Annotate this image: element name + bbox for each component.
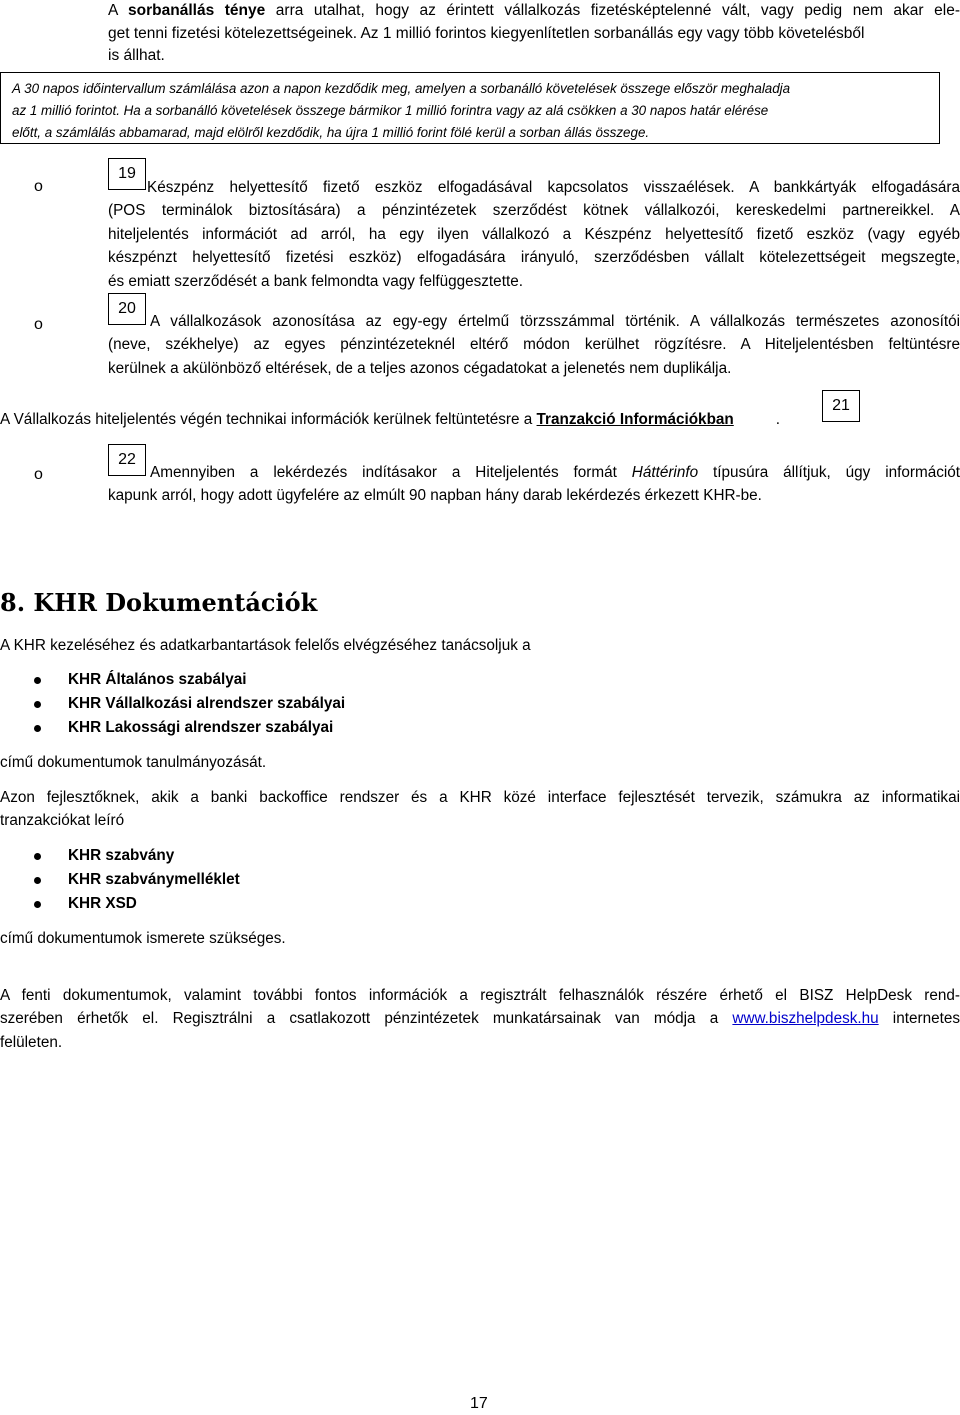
- developers-paragraph: [0, 786, 960, 833]
- item-22-line-1-after: típusúra állítjuk, úgy információt: [698, 464, 960, 481]
- hatterinfo-term: Háttérinfo: [631, 464, 699, 481]
- tech-info-period: .: [775, 411, 781, 428]
- page-number: 17: [470, 1395, 488, 1412]
- helpdesk-line-2-after: internetes: [878, 1010, 960, 1028]
- helpdesk-line-2-before: szerében érhetők el. Regisztrálni a csatlakozott pénzintézetek munkatársainak van módja a: [0, 1010, 733, 1028]
- note-line-2: az 1 millió forintot. Ha a sorbanálló követelések összege bármikor 1 millió forintra vagy az alá csökken a 30 napos határ elérése: [12, 103, 769, 118]
- developers-line-2: tranzakciókat leíró: [0, 812, 125, 830]
- reference-number-box: 22: [108, 444, 146, 476]
- developers-line-1: Azon fejlesztőknek, akik a banki backoffice rendszer és a KHR közé interface fejlesztését tervezik, számukra az informatikai: [0, 789, 960, 806]
- hollow-bullet-icon: o: [34, 178, 43, 195]
- list-item-label: KHR Lakossági alrendszer szabályai: [68, 719, 334, 736]
- list-item: [0, 692, 600, 716]
- intro-line-2: get tenni fizetési kötelezettségeinek. Az 1 millió forintos kiegyenlítetlen sorbanállás egy vagy több követelésből: [108, 24, 865, 42]
- item-22-line-1: [108, 461, 960, 484]
- item-20-line-1: A vállalkozások azonosítása az egy-egy értelmű törzsszámmal történik. A vállalkozás természetes azonosítói: [150, 313, 960, 330]
- note-line-1: A 30 napos időintervallum számlálása azon a napon kezdődik meg, amelyen a sorbanálló követelések összege először meghaladja: [12, 81, 791, 96]
- bullet-icon: [34, 853, 41, 860]
- list-item: [0, 868, 600, 892]
- helpdesk-line-2: [0, 1007, 960, 1030]
- item-19-text: [108, 176, 960, 293]
- note-box: [0, 72, 940, 144]
- item-19-line-2: (POS terminálok biztosítására) a pénzintézetek szerződést kötnek vállalkozói, kereskedelmi partnereikkel. A: [108, 202, 960, 220]
- hollow-bullet-icon: o: [34, 316, 43, 333]
- list-item-label: KHR Vállalkozási alrendszer szabályai: [68, 695, 346, 712]
- list-item-label: KHR szabványmelléklet: [68, 871, 240, 888]
- item-22-line-2: kapunk arról, hogy adott ügyfelére az elmúlt 90 napban hány darab lekérdezés érkezett KHR-be.: [108, 487, 762, 505]
- item-20-line-2: (neve, székhelye) az egyes pénzintézeteknél eltérő módon kerülhet rögzítésre. A Hiteljelentésben feltüntésre: [108, 336, 960, 354]
- item-19-line-4: készpénzt helyettesítő fizetési eszköz) elfogadására irányuló, szerződésben vállalt kötelezettségeit megszegte,: [108, 249, 960, 267]
- bold-term: sorbanállás ténye: [128, 2, 266, 19]
- bullet-icon: [34, 877, 41, 884]
- helpdesk-paragraph: [0, 984, 960, 1054]
- hollow-bullet-icon: o: [34, 466, 43, 483]
- bullet-icon: [34, 725, 41, 732]
- list-item-label: KHR XSD: [68, 895, 137, 912]
- item-19-line-1: Készpénz helyettesítő fizető eszköz elfogadásával kapcsolatos visszaélések. A bankkártyák elfogadására: [147, 179, 960, 196]
- reference-number-box: 20: [108, 293, 146, 325]
- bullet-icon: [34, 677, 41, 684]
- list-item-label: KHR szabvány: [68, 847, 175, 864]
- after-list-1-text: című dokumentumok tanulmányozását.: [0, 754, 267, 771]
- line1-rest: arra utalhat, hogy az érintett vállalkozás fizetésképtelenné vált, vagy pedig nem akar ele-: [265, 2, 960, 19]
- reference-number-box: 21: [822, 390, 860, 422]
- tranzakcio-link[interactable]: Tranzakció Információkban: [536, 411, 734, 428]
- item-20-text: [108, 310, 960, 380]
- intro-paragraph: [108, 0, 960, 68]
- note-line-3: előtt, a számlálás abbamarad, majd elölről kezdődik, ha újra 1 millió forint fölé kerül a sorban állás összege.: [12, 125, 650, 140]
- section-intro: A KHR kezeléséhez és adatkarbantartások felelős elvégzéséhez tanácsoljuk a: [0, 637, 531, 654]
- bullet-icon: [34, 701, 41, 708]
- prefix-text: A: [108, 2, 129, 19]
- list-item: [0, 892, 600, 916]
- tech-info-text: A Vállalkozás hiteljelentés végén technikai információk kerülnek feltüntetésre a: [0, 411, 537, 428]
- item-20-line-3: kerülnek a akülönböző eltérések, de a teljes azonos cégadatokat a jelenetés nem duplikálja.: [108, 359, 732, 377]
- list-item: [0, 844, 600, 868]
- item-22-line-1-before: Amennyiben a lekérdezés indításakor a Hiteljelentés formát: [150, 464, 632, 481]
- tech-info-paragraph: [0, 408, 780, 431]
- item-19-line-5: és emiatt szerződését a bank felmondta vagy felfüggesztette.: [108, 272, 523, 290]
- section-heading: 8. KHR Dokumentációk: [0, 588, 318, 617]
- helpdesk-link[interactable]: www.biszhelpdesk.hu: [732, 1010, 879, 1028]
- bullet-icon: [34, 901, 41, 908]
- reference-number-box: 19: [108, 158, 146, 190]
- after-list-2-text: című dokumentumok ismerete szükséges.: [0, 930, 286, 947]
- helpdesk-line-1: A fenti dokumentumok, valamint további fontos információk a regisztrált felhasználók részére érhető el BISZ HelpDesk rend-: [0, 987, 960, 1004]
- document-list-2: [0, 844, 600, 916]
- list-item: [0, 716, 600, 740]
- item-22-text: [108, 461, 960, 508]
- intro-line-3: is állhat.: [108, 47, 165, 64]
- item-19-line-3: hiteljelentés információt ad arról, ha egy ilyen vállalkozó a Készpénz helyettesítő fizető eszköz (vagy egyéb: [108, 225, 960, 243]
- list-item: [0, 668, 600, 692]
- document-list-1: [0, 668, 600, 740]
- helpdesk-line-3: felületen.: [0, 1033, 63, 1051]
- list-item-label: KHR Általános szabályai: [68, 671, 247, 688]
